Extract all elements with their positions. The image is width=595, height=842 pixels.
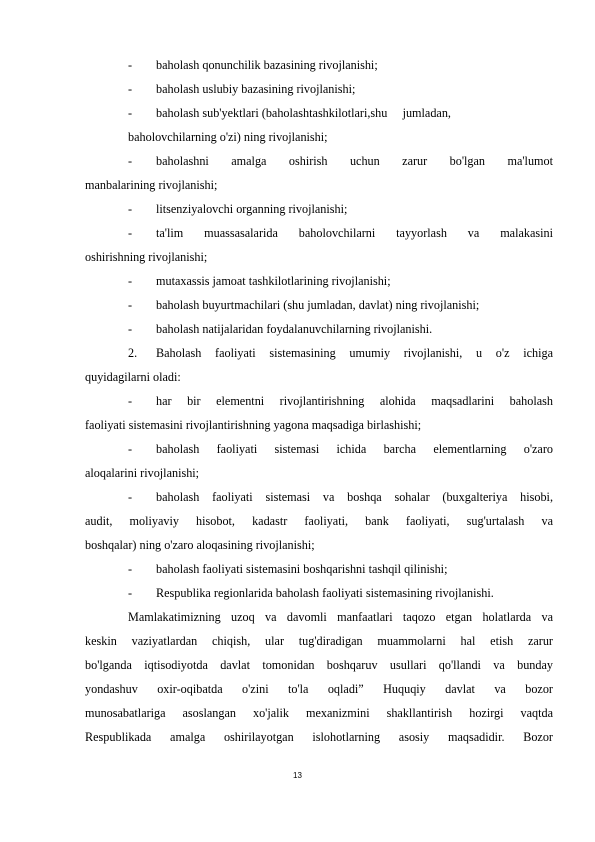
list-item: baholash buyurtmachilari (shu jumladan, davlat) ning rivojlanishi;: [156, 298, 480, 312]
list-marker: -: [128, 274, 133, 288]
list-marker: -: [128, 322, 133, 336]
list-marker: -: [128, 58, 133, 72]
list-item: Baholash faoliyati sistemasining umumiy rivojlanishi, u o'z ichiga: [156, 346, 553, 360]
list-marker: -: [128, 226, 133, 240]
list-marker: -: [128, 106, 133, 120]
page-number: 13: [293, 771, 302, 780]
list-marker: 2.: [128, 346, 138, 360]
list-item: baholash natijalaridan foydalanuvchilarning rivojlanishi.: [156, 322, 433, 336]
list-item: litsenziyalovchi organning rivojlanishi;: [156, 202, 348, 216]
list-item-continuation: oshirishning rivojlanishi;: [85, 250, 208, 264]
list-item-continuation: baholovchilarning o'zi) ning rivojlanishi;: [128, 130, 328, 144]
list-item: baholash faoliyati sistemasi ichida barcha elementlarning o'zaro: [156, 442, 553, 456]
list-item: baholash sub'yektlari (baholashtashkilotlari,shu jumladan,: [156, 106, 451, 120]
list-item: har bir elementni rivojlantirishning alohida maqsadlarini baholash: [156, 394, 553, 408]
list-item: baholash faoliyati sistemasini boshqarishni tashqil qilinishi;: [156, 562, 448, 576]
list-marker: -: [128, 202, 133, 216]
list-item: ta'lim muassasalarida baholovchilarni tayyorlash va malakasini: [156, 226, 553, 240]
paragraph-line: bo'lganda iqtisodiyotda davlat tomonidan boshqaruv usullari qo'llandi va bunday: [85, 658, 553, 672]
list-item: Respublika regionlarida baholash faoliyati sistemasining rivojlanishi.: [156, 586, 494, 600]
list-item-continuation: faoliyati sistemasini rivojlantirishning yagona maqsadiga birlashishi;: [85, 418, 422, 432]
list-marker: -: [128, 394, 133, 408]
list-item: baholashni amalga oshirish uchun zarur bo'lgan ma'lumot: [156, 154, 553, 168]
list-item: baholash qonunchilik bazasining rivojlanishi;: [156, 58, 378, 72]
list-item-continuation: audit, moliyaviy hisobot, kadastr faoliyati, bank faoliyati, sug'urtalash va: [85, 514, 553, 528]
list-marker: -: [128, 562, 133, 576]
list-item-continuation: aloqalarini rivojlanishi;: [85, 466, 200, 480]
list-marker: -: [128, 154, 133, 168]
list-marker: -: [128, 490, 133, 504]
paragraph-line: Mamlakatimizning uzoq va davomli manfaatlari taqozo etgan holatlarda va: [128, 610, 553, 624]
list-item-continuation: quyidagilarni oladi:: [85, 370, 181, 384]
paragraph-line: yondashuv oxir-oqibatda o'zini to'la oqladi” Huquqiy davlat va bozor: [85, 682, 553, 696]
list-marker: -: [128, 298, 133, 312]
list-marker: -: [128, 586, 133, 600]
list-item-continuation: manbalarining rivojlanishi;: [85, 178, 218, 192]
list-item-continuation: boshqalar) ning o'zaro aloqasining rivojlanishi;: [85, 538, 315, 552]
list-item: baholash faoliyati sistemasi va boshqa sohalar (buxgalteriya hisobi,: [156, 490, 553, 504]
list-item: mutaxassis jamoat tashkilotlarining rivojlanishi;: [156, 274, 391, 288]
list-item: baholash uslubiy bazasining rivojlanishi;: [156, 82, 356, 96]
paragraph-line: munosabatlariga asoslangan xo'jalik mexanizmini shakllantirish hozirgi vaqtda: [85, 706, 553, 720]
paragraph-line: keskin vaziyatlardan chiqish, ular tug'diradigan muammolarni hal etish zarur: [85, 634, 553, 648]
list-marker: -: [128, 442, 133, 456]
paragraph-line: Respublikada amalga oshirilayotgan islohotlarning asosiy maqsadidir. Bozor: [85, 730, 553, 744]
list-marker: -: [128, 82, 133, 96]
